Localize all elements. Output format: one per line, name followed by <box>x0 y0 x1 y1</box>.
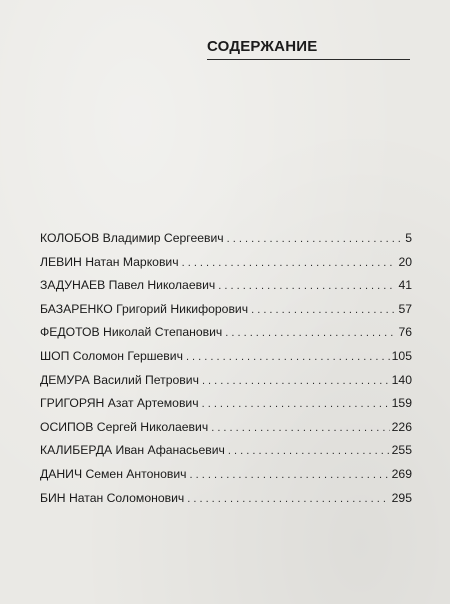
dot-leader <box>187 490 389 508</box>
dot-leader <box>218 277 396 295</box>
dot-leader <box>227 230 404 248</box>
toc-entry <box>40 371 412 395</box>
toc-entry-page: 255 <box>391 443 412 458</box>
toc-entry-page: 140 <box>391 372 412 387</box>
dot-leader <box>228 442 390 460</box>
dot-leader <box>190 466 390 484</box>
toc-entry-page: 57 <box>398 301 412 316</box>
toc-entry-title: ОСИПОВ Сергей Николаевич <box>40 419 209 434</box>
toc-entry-title: ФЕДОТОВ Николай Степанович <box>40 325 223 340</box>
toc-entry-title: БИН Натан Соломонович <box>40 490 185 505</box>
toc-entry <box>40 394 412 418</box>
toc-entry <box>40 229 412 253</box>
toc-entry-page: 269 <box>391 466 412 481</box>
dot-leader <box>211 419 389 437</box>
dot-leader <box>182 254 397 272</box>
toc-entry-page: 20 <box>398 254 412 269</box>
dot-leader <box>186 348 390 366</box>
contents-heading: СОДЕРЖАНИЕ <box>207 38 318 55</box>
toc-entry <box>40 347 412 371</box>
toc-entry-title: ДАНИЧ Семен Антонович <box>40 466 187 481</box>
toc-entry-title: КАЛИБЕРДА Иван Афанасьевич <box>40 443 225 458</box>
toc-entry <box>40 323 412 347</box>
toc-entry-page: 159 <box>391 396 412 411</box>
contents-heading-block <box>207 38 410 60</box>
toc-entry <box>40 441 412 465</box>
toc-entry-title: ГРИГОРЯН Азат Артемович <box>40 396 199 411</box>
toc-entry-page: 5 <box>405 231 412 245</box>
toc-entry <box>40 276 412 300</box>
toc-entry-title: ШОП Соломон Гершевич <box>40 348 183 363</box>
toc-entry-page: 226 <box>391 419 412 434</box>
dot-leader <box>202 372 390 390</box>
toc-entry-title: БАЗАРЕНКО Григорий Никифорович <box>40 301 249 316</box>
toc-entry <box>40 465 412 489</box>
toc-entry-title: ДЕМУРА Василий Петрович <box>40 372 199 387</box>
toc-entry-title: ЛЕВИН Натан Маркович <box>40 254 179 269</box>
table-of-contents <box>40 229 412 512</box>
toc-entry <box>40 489 412 513</box>
toc-entry <box>40 253 412 277</box>
dot-leader <box>225 324 396 342</box>
dot-leader <box>251 301 396 319</box>
toc-entry-page: 295 <box>391 490 412 505</box>
toc-entry <box>40 418 412 442</box>
toc-entry-page: 105 <box>391 348 412 363</box>
toc-entry <box>40 300 412 324</box>
toc-entry-page: 76 <box>398 325 412 340</box>
dot-leader <box>202 395 390 413</box>
toc-entry-page: 41 <box>398 278 412 293</box>
toc-entry-title: КОЛОБОВ Владимир Сергеевич <box>40 231 224 245</box>
toc-entry-title: ЗАДУНАЕВ Павел Николаевич <box>40 278 216 293</box>
